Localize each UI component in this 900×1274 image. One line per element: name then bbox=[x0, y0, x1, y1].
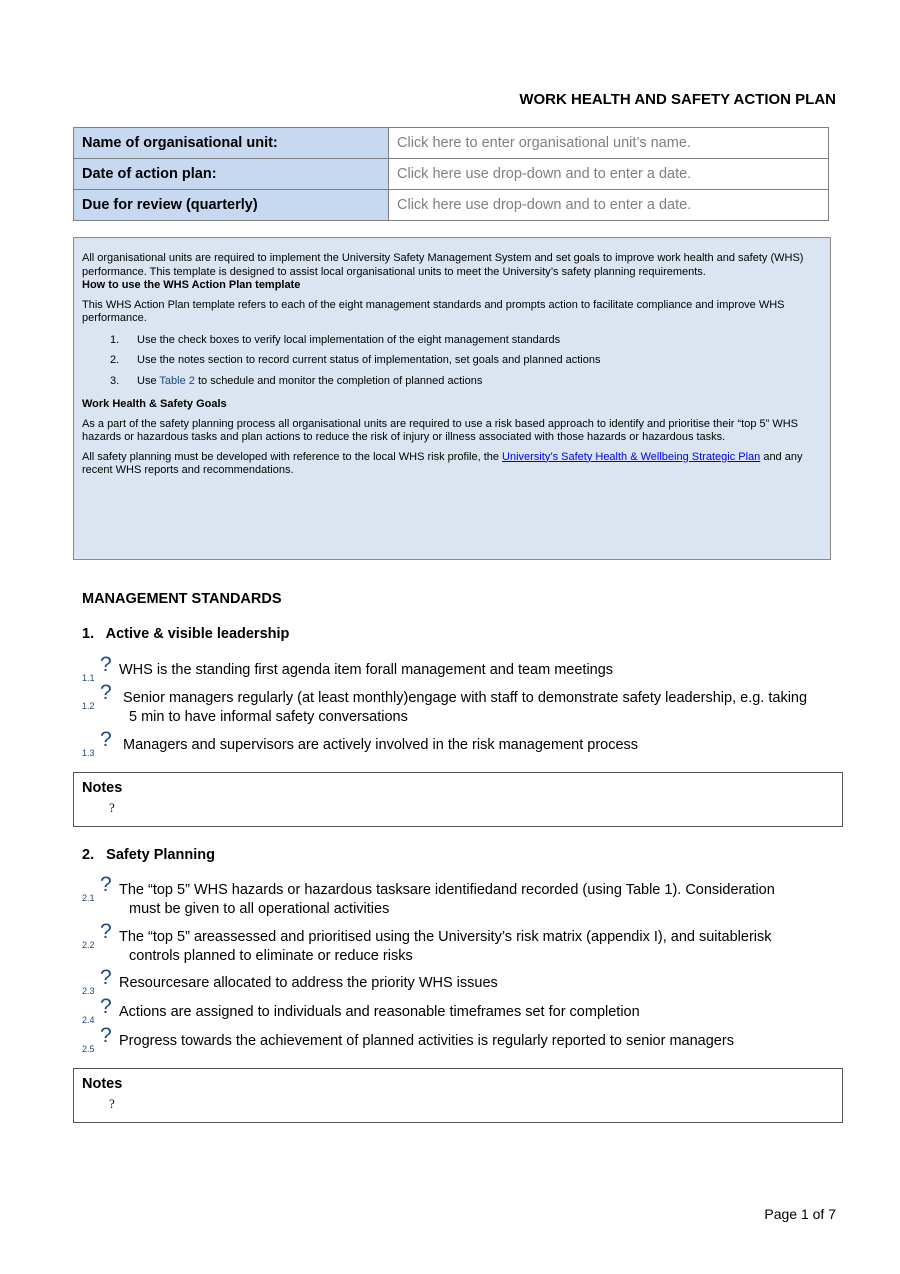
notes-value[interactable]: ? bbox=[109, 800, 115, 815]
item-text bbox=[119, 689, 845, 727]
unit-name-label: Name of organisational unit: bbox=[74, 128, 389, 159]
step-item bbox=[82, 334, 822, 348]
checkbox-icon[interactable]: ? bbox=[100, 728, 112, 751]
item-number: 1.1 bbox=[82, 673, 95, 683]
checklist-item bbox=[82, 873, 845, 919]
notes-box-1[interactable] bbox=[73, 772, 843, 827]
item-text bbox=[119, 1032, 845, 1059]
step-text-post: to schedule and monitor the completion of planned actions bbox=[194, 374, 483, 387]
item-number: 2.4 bbox=[82, 1015, 95, 1025]
page-number: Page 1 of 7 bbox=[764, 1206, 836, 1222]
form-row-review-date bbox=[74, 190, 829, 221]
goals-text: As a part of the safety planning process all organisational units are required to use a risk based approach to identify and prioritise their “top 5” WHS hazards or hazardous tasks and plan actions to reduce the risk of injury or illness associated with those hazards or hazardous tasks. bbox=[82, 417, 798, 443]
step-text-pre: Use bbox=[137, 374, 160, 387]
checklist-item bbox=[82, 1024, 845, 1059]
reference-text bbox=[82, 451, 822, 478]
notes-label: Notes bbox=[82, 780, 123, 796]
header-form bbox=[73, 127, 829, 221]
item-number: 2.1 bbox=[82, 893, 95, 903]
checkbox-icon[interactable]: ? bbox=[100, 995, 112, 1018]
notes-label: Notes bbox=[82, 1076, 123, 1092]
step-number: 2. bbox=[110, 354, 120, 366]
steps-list bbox=[82, 334, 822, 389]
checkbox-icon[interactable]: ? bbox=[100, 681, 112, 704]
item-line: Actions are assigned to individuals and reasonable timeframes set for completion bbox=[119, 1004, 640, 1020]
step-text: Use the check boxes to verify local implementation of the eight management standards bbox=[137, 333, 561, 346]
item-text bbox=[119, 661, 845, 688]
checkbox-icon[interactable]: ? bbox=[100, 873, 112, 896]
item-line: The “top 5” areassessed and prioritised using the University’s risk matrix (appendix I), and suitablerisk bbox=[119, 929, 772, 945]
plan-date-label: Date of action plan: bbox=[74, 159, 389, 190]
reference-pre: All safety planning must be developed with reference to the local WHS risk profile, the bbox=[82, 450, 503, 463]
checkbox-icon[interactable]: ? bbox=[100, 920, 112, 943]
step-item bbox=[82, 375, 822, 389]
goals-heading: Work Health & Safety Goals bbox=[82, 398, 227, 410]
item-line: Resourcesare allocated to address the priority WHS issues bbox=[119, 975, 498, 991]
item-text bbox=[119, 1003, 845, 1030]
step-text bbox=[137, 375, 482, 389]
checklist-item bbox=[82, 728, 845, 763]
unit-name-field[interactable]: Click here to enter organisational unit’s name. bbox=[389, 128, 829, 159]
item-number: 1.2 bbox=[82, 701, 95, 711]
section-2-heading: 2. Safety Planning bbox=[82, 847, 215, 863]
item-line-continued: controls planned to eliminate or reduce risks bbox=[129, 948, 413, 964]
checklist-item bbox=[82, 681, 845, 727]
checklist-item bbox=[82, 966, 845, 1001]
item-line-continued: 5 min to have informal safety conversations bbox=[129, 709, 408, 725]
step-number: 1. bbox=[110, 333, 120, 346]
checklist-item bbox=[82, 653, 845, 688]
standards-heading: MANAGEMENT STANDARDS bbox=[82, 591, 282, 607]
form-row-unit-name bbox=[74, 128, 829, 159]
item-line-continued: must be given to all operational activities bbox=[129, 901, 390, 917]
item-line: Managers and supervisors are actively involved in the risk management process bbox=[119, 737, 639, 753]
step-number: 3. bbox=[110, 374, 120, 387]
checkbox-icon[interactable]: ? bbox=[100, 1024, 112, 1047]
page-title: WORK HEALTH AND SAFETY ACTION PLAN bbox=[519, 91, 836, 108]
item-text bbox=[119, 881, 845, 919]
intro-text: All organisational units are required to implement the University Safety Management System and set goals to improve work health and safety (WHS) performance. This template is designed to assist local organisational units to meet the University’s safety planning requirements. bbox=[82, 252, 804, 278]
checklist-item bbox=[82, 995, 845, 1030]
notes-box-2[interactable] bbox=[73, 1068, 843, 1123]
reference-post: and any recent WHS reports and recommendations. bbox=[82, 450, 803, 476]
checklist-item bbox=[82, 920, 845, 966]
step-item bbox=[82, 354, 822, 368]
item-text bbox=[119, 928, 845, 966]
item-line: Senior managers regularly (at least monthly)engage with staff to demonstrate safety leadership, e.g. taking bbox=[119, 690, 808, 706]
item-line: The “top 5” WHS hazards or hazardous tasksare identifiedand recorded (using Table 1). Consideration bbox=[119, 882, 775, 898]
checkbox-icon[interactable]: ? bbox=[100, 653, 112, 676]
howto-heading: How to use the WHS Action Plan template bbox=[82, 279, 301, 291]
form-row-plan-date bbox=[74, 159, 829, 190]
strategic-plan-link[interactable]: University’s Safety Health & Wellbeing Strategic Plan bbox=[502, 450, 761, 463]
item-text bbox=[119, 736, 845, 763]
table-2-link[interactable]: Table 2 bbox=[159, 374, 195, 387]
notes-value[interactable]: ? bbox=[109, 1096, 115, 1111]
item-number: 2.5 bbox=[82, 1044, 95, 1054]
item-text bbox=[119, 974, 845, 1001]
plan-date-field[interactable]: Click here use drop-down and to enter a date. bbox=[389, 159, 829, 190]
review-date-field[interactable]: Click here use drop-down and to enter a date. bbox=[389, 190, 829, 221]
howto-text: This WHS Action Plan template refers to each of the eight management standards and prompts action to facilitate compliance and improve WHS performance. bbox=[82, 298, 785, 324]
step-text: Use the notes section to record current status of implementation, set goals and planned actions bbox=[137, 354, 601, 366]
item-line: WHS is the standing first agenda item forall management and team meetings bbox=[119, 662, 614, 678]
instructions-box bbox=[73, 237, 831, 560]
item-number: 1.3 bbox=[82, 748, 95, 758]
item-line: Progress towards the achievement of planned activities is regularly reported to senior managers bbox=[119, 1033, 734, 1049]
review-date-label: Due for review (quarterly) bbox=[74, 190, 389, 221]
item-number: 2.3 bbox=[82, 986, 95, 996]
item-number: 2.2 bbox=[82, 940, 95, 950]
checkbox-icon[interactable]: ? bbox=[100, 966, 112, 989]
section-1-heading: 1. Active & visible leadership bbox=[82, 626, 290, 642]
